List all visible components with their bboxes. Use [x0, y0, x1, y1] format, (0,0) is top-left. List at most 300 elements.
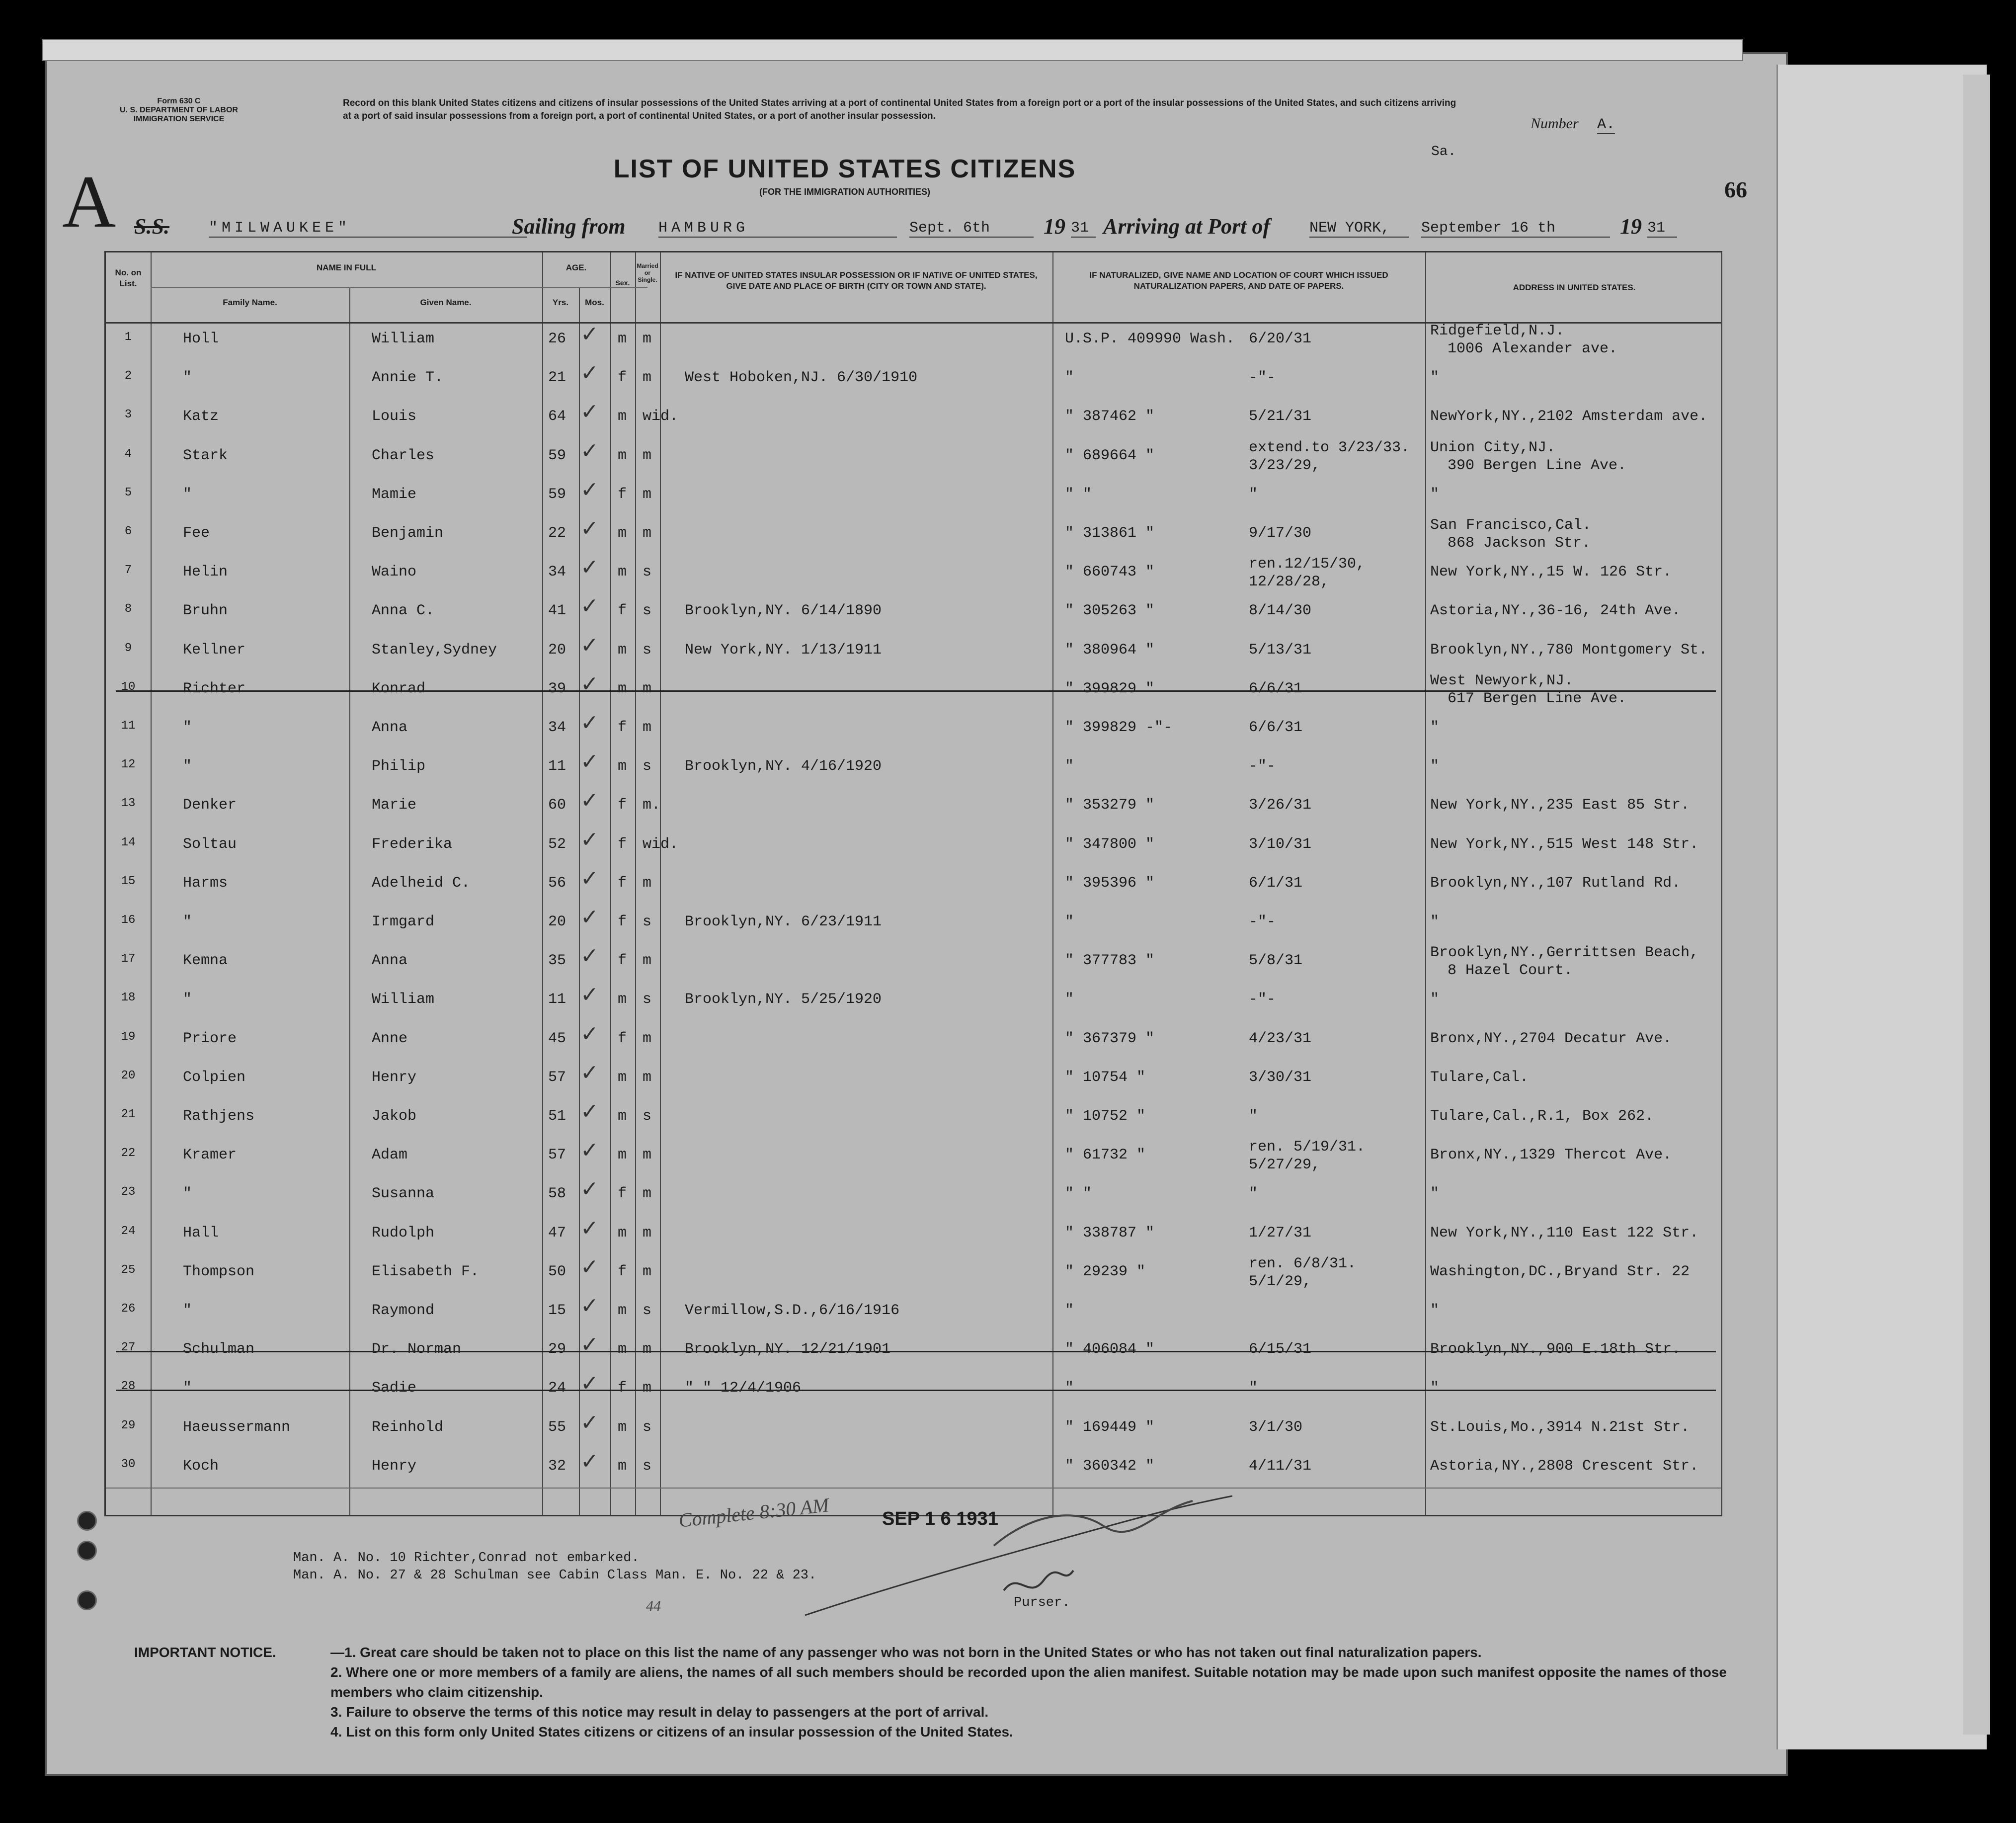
cell-given-name: Susanna	[372, 1185, 435, 1203]
cell-age-years: 20	[548, 641, 566, 659]
cell-birth: Brooklyn,NY. 12/21/1901	[685, 1341, 891, 1358]
cell-birth: Brooklyn,NY. 4/16/1920	[685, 758, 882, 775]
cell-paper-date: 1/27/31	[1249, 1224, 1312, 1242]
cell-no: 28	[121, 1380, 136, 1394]
cell-no: 23	[121, 1185, 136, 1199]
cell-age-years: 50	[548, 1263, 566, 1280]
cell-marital: m	[643, 1341, 652, 1358]
cell-address: New York,NY.,235 East 85 Str.	[1430, 797, 1690, 814]
cell-address: "	[1430, 991, 1440, 1008]
cell-given-name: Konrad	[372, 680, 426, 697]
cell-family-name: Denker	[183, 797, 237, 814]
cell-sex: m	[618, 641, 627, 659]
number-label: Number	[1531, 115, 1579, 132]
cell-age-years: 57	[548, 1069, 566, 1086]
cell-age-years: 34	[548, 719, 566, 736]
cell-sex: f	[618, 913, 627, 930]
cell-given-name: Jakob	[372, 1108, 417, 1125]
cell-marital: s	[643, 564, 652, 581]
cell-paper-date: 3/1/30	[1249, 1418, 1303, 1436]
col-naturalization: IF NATURALIZED, GIVE NAME AND LOCATION OF COURT WHICH ISSUED NATURALIZATION PAPERS, AND DATE OF PAPERS.	[1089, 270, 1388, 291]
cell-family-name: "	[183, 486, 192, 503]
cell-paper-date: ren.12/15/30,	[1249, 556, 1366, 573]
check-mark: ✓	[580, 361, 599, 386]
notice-label: IMPORTANT NOTICE.	[134, 1645, 276, 1660]
cell-sex: f	[618, 369, 627, 387]
cell-sex: m	[618, 1418, 627, 1436]
cell-marital: s	[643, 1418, 652, 1436]
cell-sex: f	[618, 1263, 627, 1280]
strike-through	[116, 1351, 1716, 1352]
cell-family-name: Richter	[183, 680, 246, 697]
cell-marital: s	[643, 758, 652, 775]
cell-age-years: 41	[548, 602, 566, 620]
date-stamp: SEP 1 6 1931	[882, 1508, 998, 1529]
cell-paper-date: -"-	[1249, 991, 1276, 1008]
cell-naturalization: " 169449 "	[1065, 1418, 1155, 1436]
col-no: No. on List.	[115, 268, 142, 288]
cell-family-name: "	[183, 913, 192, 930]
cell-paper-date: 9/17/30	[1249, 525, 1312, 542]
cell-marital: s	[643, 1108, 652, 1125]
cell-given-name: Reinhold	[372, 1418, 444, 1436]
check-mark: ✓	[580, 1294, 599, 1318]
cell-naturalization: " 10754 "	[1065, 1069, 1146, 1086]
cell-paper-date-2: 5/1/29,	[1249, 1273, 1312, 1290]
binder-hole	[77, 1511, 97, 1531]
cell-sex: m	[618, 331, 627, 347]
cell-naturalization: " 338787 "	[1065, 1224, 1155, 1242]
form-instruction: Record on this blank United States citizens and citizens of insular possessions of the United States arriving at a port of continental United States from a foreign port or a port of the insular possessions of the United States, and such citizens arriving at a port of said insular possessions from a foreign port, a port of continental United States, or a port of another insular possession.	[343, 98, 1456, 121]
cell-marital: m	[643, 952, 652, 970]
cell-marital: m	[643, 874, 652, 892]
cell-age-years: 52	[548, 835, 566, 853]
notice-item-4: 4. List on this form only United States citizens or citizens of an insular possession of the United States.	[330, 1724, 1013, 1740]
ship-name: "MILWAUKEE"	[209, 220, 527, 238]
cell-age-years: 21	[548, 369, 566, 387]
cell-no: 5	[124, 486, 132, 499]
cell-paper-date-2: 3/23/29,	[1249, 457, 1321, 474]
voyage-line	[134, 214, 1699, 239]
cell-sex: m	[618, 1224, 627, 1242]
cell-naturalization: "	[1065, 369, 1074, 387]
cell-paper-date: 3/10/31	[1249, 835, 1312, 853]
cell-birth: Brooklyn,NY. 6/14/1890	[685, 602, 882, 620]
cell-sex: m	[618, 680, 627, 697]
cell-address: New York,NY.,110 East 122 Str.	[1430, 1224, 1699, 1242]
check-mark: ✓	[580, 1177, 599, 1202]
cell-naturalization: " 399829 -"-	[1065, 719, 1173, 736]
check-mark: ✓	[580, 983, 599, 1007]
cell-marital: m	[643, 1069, 652, 1086]
cell-marital: m	[643, 525, 652, 542]
cell-family-name: Kramer	[183, 1147, 237, 1164]
handwritten-note: Complete 8:30 AM	[677, 1493, 830, 1532]
cell-given-name: Sadie	[372, 1380, 417, 1397]
cell-marital: m	[643, 1380, 652, 1397]
sailing-label: Sailing from	[512, 214, 626, 239]
cell-address: Astoria,NY.,36-16, 24th Ave.	[1430, 602, 1681, 620]
cell-address: San Francisco,Cal.	[1430, 517, 1592, 534]
cell-age-years: 59	[548, 486, 566, 503]
check-mark: ✓	[580, 516, 599, 541]
check-mark: ✓	[580, 594, 599, 619]
arrival-year: 31	[1647, 220, 1677, 238]
cell-marital: m	[643, 369, 652, 387]
cell-sex: m	[618, 1108, 627, 1125]
cell-paper-date: 6/15/31	[1249, 1341, 1312, 1358]
cell-naturalization: "	[1065, 991, 1074, 1008]
sailing-year: 31	[1071, 220, 1096, 238]
notice-item-3: 3. Failure to observe the terms of this notice may result in delay to passengers at the port of arrival.	[330, 1704, 989, 1720]
cell-birth: Vermillow,S.D.,6/16/1916	[685, 1302, 900, 1319]
ss-label: S.S.	[134, 214, 169, 239]
cell-no: 8	[124, 602, 132, 616]
cell-sex: m	[618, 1069, 627, 1086]
cell-given-name: Benjamin	[372, 525, 444, 542]
check-mark: ✓	[580, 866, 599, 891]
cell-naturalization: " 406084 "	[1065, 1341, 1155, 1358]
cell-paper-date: ren. 6/8/31.	[1249, 1255, 1357, 1272]
cell-birth: Brooklyn,NY. 5/25/1920	[685, 991, 882, 1008]
cell-address-2: 617 Bergen Line Ave.	[1448, 690, 1627, 707]
cell-birth: New York,NY. 1/13/1911	[685, 641, 882, 659]
check-mark: ✓	[580, 322, 599, 346]
cell-sex: f	[618, 952, 627, 970]
cell-family-name: "	[183, 1185, 192, 1203]
cell-naturalization: " 387462 "	[1065, 408, 1155, 425]
cell-age-years: 59	[548, 447, 566, 464]
cell-naturalization: U.S.P. 409990 Wash.	[1065, 331, 1235, 347]
check-mark: ✓	[580, 671, 599, 696]
binder-hole	[77, 1541, 97, 1561]
cell-given-name: Anna C.	[372, 602, 435, 620]
cell-address: Astoria,NY.,2808 Crescent Str.	[1430, 1457, 1699, 1475]
cell-naturalization: " 313861 "	[1065, 525, 1155, 542]
cell-given-name: Anne	[372, 1030, 408, 1047]
strike-through	[116, 690, 1716, 692]
cell-marital: m	[643, 1263, 652, 1280]
cell-paper-date: 4/11/31	[1249, 1457, 1312, 1475]
cell-no: 20	[121, 1069, 136, 1082]
cell-sex: f	[618, 874, 627, 892]
cell-family-name: "	[183, 1380, 192, 1397]
check-mark: ✓	[580, 1021, 599, 1046]
service-name: IMMIGRATION SERVICE	[133, 115, 225, 123]
cell-naturalization: "	[1065, 1380, 1074, 1397]
cell-marital: m	[643, 447, 652, 464]
cell-naturalization: " 305263 "	[1065, 602, 1155, 620]
cell-family-name: Schulman	[183, 1341, 255, 1358]
cell-sex: f	[618, 719, 627, 736]
cell-paper-date: 4/23/31	[1249, 1030, 1312, 1047]
notice-item-1: —1. Great care should be taken not to place on this list the name of any passenger who was not born in the United States or who has not taken out final naturalization papers.	[330, 1645, 1482, 1660]
cell-family-name: Harms	[183, 874, 228, 892]
cell-family-name: Katz	[183, 408, 219, 425]
check-mark: ✓	[580, 633, 599, 658]
cell-given-name: Mamie	[372, 486, 417, 503]
check-mark: ✓	[580, 1332, 599, 1357]
cell-family-name: Holl	[183, 331, 219, 347]
cell-marital: s	[643, 1302, 652, 1319]
cell-naturalization: " 10752 "	[1065, 1108, 1146, 1125]
cell-naturalization: "	[1065, 913, 1074, 930]
department: U. S. DEPARTMENT OF LABOR	[120, 106, 238, 114]
cell-age-years: 51	[548, 1108, 566, 1125]
cell-address: "	[1430, 369, 1440, 387]
page-edge	[1776, 65, 1987, 1749]
note-cabin-class: Man. A. No. 27 & 28 Schulman see Cabin Class Man. E. No. 22 & 23.	[293, 1568, 817, 1583]
cell-paper-date: 5/21/31	[1249, 408, 1312, 425]
notice-item-2: 2. Where one or more members of a family are aliens, the names of all such members should be recorded upon the alien manifest. Suitable notation may be made upon such manifest opposite the names of those members who claim citizenship.	[330, 1664, 1727, 1700]
cell-naturalization: " "	[1065, 1185, 1092, 1203]
cell-family-name: Soltau	[183, 835, 237, 853]
cell-family-name: Haeussermann	[183, 1418, 291, 1436]
cell-family-name: Stark	[183, 447, 228, 464]
cell-naturalization: " 689664 "	[1065, 447, 1155, 464]
cell-no: 16	[121, 913, 136, 927]
cell-sex: m	[618, 447, 627, 464]
cell-given-name: Irmgard	[372, 913, 435, 930]
cell-marital: m	[643, 486, 652, 503]
cell-no: 1	[124, 331, 132, 344]
cell-sex: m	[618, 564, 627, 581]
cell-marital: m	[643, 1224, 652, 1242]
cell-given-name: Raymond	[372, 1302, 435, 1319]
cell-no: 27	[121, 1341, 136, 1355]
cell-address: Union City,NJ.	[1430, 439, 1556, 456]
cell-sex: f	[618, 602, 627, 620]
cell-naturalization: " 380964 "	[1065, 641, 1155, 659]
cell-age-years: 45	[548, 1030, 566, 1047]
cell-given-name: Adam	[372, 1147, 408, 1164]
cell-age-years: 58	[548, 1185, 566, 1203]
arrival-year-prefix: 19	[1620, 214, 1642, 239]
cell-no: 21	[121, 1108, 136, 1121]
cell-sex: f	[618, 797, 627, 814]
cell-marital: wid.	[643, 835, 679, 853]
col-given-name: Given Name.	[420, 298, 472, 307]
check-mark: ✓	[580, 711, 599, 735]
cell-sex: m	[618, 758, 627, 775]
cell-family-name: Colpien	[183, 1069, 246, 1086]
cell-no: 15	[121, 874, 136, 888]
cell-paper-date: 5/8/31	[1249, 952, 1303, 970]
cell-naturalization: "	[1065, 758, 1074, 775]
cell-address: St.Louis,Mo.,3914 N.21st Str.	[1430, 1418, 1690, 1436]
cell-naturalization: " 367379 "	[1065, 1030, 1155, 1047]
cell-given-name: Philip	[372, 758, 426, 775]
cell-paper-date-2: 5/27/29,	[1249, 1157, 1321, 1174]
cell-no: 10	[121, 680, 136, 694]
check-mark: ✓	[580, 1254, 599, 1279]
cell-address: New York,NY.,515 West 148 Str.	[1430, 835, 1699, 853]
sailing-year-prefix: 19	[1044, 214, 1065, 239]
cell-address: "	[1430, 1185, 1440, 1203]
cell-paper-date: extend.to 3/23/33.	[1249, 439, 1410, 456]
cell-no: 13	[121, 797, 136, 811]
cell-given-name: Anna	[372, 719, 408, 736]
purser-signature	[795, 1486, 1242, 1630]
cell-sex: m	[618, 1341, 627, 1358]
page-number: 66	[1724, 177, 1747, 202]
cell-age-years: 22	[548, 525, 566, 542]
cell-given-name: Frederika	[372, 835, 453, 853]
col-name-in-full: NAME IN FULL	[317, 263, 376, 272]
cell-naturalization: " 395396 "	[1065, 874, 1155, 892]
cell-family-name: Kellner	[183, 641, 246, 659]
cell-paper-date: "	[1249, 486, 1258, 503]
cell-family-name: Bruhn	[183, 602, 228, 620]
cell-family-name: "	[183, 991, 192, 1008]
cell-naturalization: " "	[1065, 486, 1092, 503]
cell-given-name: Henry	[372, 1457, 417, 1475]
cell-naturalization: " 377783 "	[1065, 952, 1155, 970]
cell-birth: " " 12/4/1906	[685, 1380, 802, 1397]
cell-address: Brooklyn,NY.,900 E.18th Str.	[1430, 1341, 1681, 1358]
page-title: LIST OF UNITED STATES CITIZENS	[613, 155, 1076, 183]
cell-naturalization: " 353279 "	[1065, 797, 1155, 814]
cell-no: 2	[124, 369, 132, 383]
cell-age-years: 64	[548, 408, 566, 425]
col-place-of-birth: IF NATIVE OF UNITED STATES INSULAR POSSESSION OR IF NATIVE OF UNITED STATES, GIVE DATE AND PLACE OF BIRTH (CITY OR TOWN AND STATE).	[675, 270, 1038, 291]
cell-age-years: 11	[548, 991, 566, 1008]
cell-no: 25	[121, 1263, 136, 1277]
cell-sex: f	[618, 1185, 627, 1203]
cell-family-name: Thompson	[183, 1263, 255, 1280]
cell-no: 29	[121, 1418, 136, 1432]
cell-no: 3	[124, 408, 132, 422]
check-mark: ✓	[580, 1449, 599, 1474]
cell-address: "	[1430, 758, 1440, 775]
number-value: A.	[1597, 116, 1615, 133]
cell-marital: wid.	[643, 408, 679, 425]
cell-paper-date-2: 12/28/28,	[1249, 574, 1330, 591]
cell-age-years: 39	[548, 680, 566, 697]
cell-given-name: Stanley,Sydney	[372, 641, 497, 659]
check-mark: ✓	[580, 1216, 599, 1241]
departure-port: HAMBURG	[658, 220, 897, 238]
cell-sex: m	[618, 1302, 627, 1319]
cell-paper-date: 6/6/31	[1249, 680, 1303, 697]
sa-label: Sa.	[1431, 144, 1456, 160]
cell-given-name: Annie T.	[372, 369, 444, 387]
cell-age-years: 55	[548, 1418, 566, 1436]
check-mark: ✓	[580, 749, 599, 774]
cell-age-years: 47	[548, 1224, 566, 1242]
cell-age-years: 26	[548, 331, 566, 347]
cell-sex: m	[618, 525, 627, 542]
cell-marital: s	[643, 1457, 652, 1475]
cell-sex: m	[618, 991, 627, 1008]
passenger-table	[104, 251, 1722, 1516]
cell-given-name: Dr. Norman	[372, 1341, 462, 1358]
cell-given-name: Charles	[372, 447, 435, 464]
cell-age-years: 34	[548, 564, 566, 581]
cell-marital: s	[643, 913, 652, 930]
cell-age-years: 60	[548, 797, 566, 814]
cell-address-2: 868 Jackson Str.	[1448, 535, 1591, 552]
cell-address-2: 8 Hazel Court.	[1448, 962, 1573, 980]
cell-birth: Brooklyn,NY. 6/23/1911	[685, 913, 882, 930]
cell-sex: f	[618, 486, 627, 503]
cell-address: Bronx,NY.,2704 Decatur Ave.	[1430, 1030, 1672, 1047]
cell-given-name: Anna	[372, 952, 408, 970]
cell-paper-date: 6/6/31	[1249, 719, 1303, 736]
cell-address: Brooklyn,NY.,107 Rutland Rd.	[1430, 874, 1681, 892]
cell-address: Tulare,Cal.	[1430, 1069, 1529, 1086]
arriving-label: Arriving at Port of	[1103, 214, 1271, 239]
check-mark: ✓	[580, 1060, 599, 1085]
cell-no: 24	[121, 1224, 136, 1238]
check-mark: ✓	[580, 1410, 599, 1435]
cell-marital: m	[643, 331, 652, 347]
cell-naturalization: " 61732 "	[1065, 1147, 1146, 1164]
col-address: ADDRESS IN UNITED STATES.	[1513, 283, 1636, 292]
cell-paper-date: "	[1249, 1380, 1258, 1397]
check-mark: ✓	[580, 1099, 599, 1124]
col-married-single: Married or Single.	[637, 262, 658, 283]
cell-marital: m	[643, 719, 652, 736]
col-family-name: Family Name.	[223, 298, 277, 307]
cell-marital: m.	[643, 797, 661, 814]
cell-given-name: William	[372, 331, 435, 347]
cell-marital: m	[643, 1030, 652, 1047]
cell-age-years: 20	[548, 913, 566, 930]
cell-sex: m	[618, 1457, 627, 1475]
cell-no: 17	[121, 952, 136, 966]
strike-through	[116, 1390, 1716, 1391]
cell-marital: m	[643, 680, 652, 697]
cell-age-years: 57	[548, 1147, 566, 1164]
cell-marital: s	[643, 641, 652, 659]
cell-sex: m	[618, 408, 627, 425]
cell-address: "	[1430, 1380, 1440, 1397]
cell-family-name: Helin	[183, 564, 228, 581]
cell-address: "	[1430, 486, 1440, 503]
check-mark: ✓	[580, 477, 599, 502]
cell-address: Bronx,NY.,1329 Thercot Ave.	[1430, 1147, 1672, 1164]
arrival-port: NEW YORK,	[1309, 220, 1409, 238]
cell-paper-date: -"-	[1249, 369, 1276, 387]
cell-sex: f	[618, 1380, 627, 1397]
cell-address: NewYork,NY.,2102 Amsterdam ave.	[1430, 408, 1708, 425]
cell-given-name: Waino	[372, 564, 417, 581]
cell-paper-date: "	[1249, 1108, 1258, 1125]
cell-family-name: Koch	[183, 1457, 219, 1475]
cell-no: 22	[121, 1147, 136, 1160]
cell-no: 14	[121, 835, 136, 849]
cell-no: 9	[124, 641, 132, 655]
col-age: AGE.	[565, 263, 587, 272]
pencil-number: 44	[646, 1598, 661, 1614]
cell-no: 19	[121, 1030, 136, 1044]
cell-paper-date: 5/13/31	[1249, 641, 1312, 659]
cell-age-years: 32	[548, 1457, 566, 1475]
check-mark: ✓	[580, 438, 599, 463]
cell-paper-date: 8/14/30	[1249, 602, 1312, 620]
cell-address: Brooklyn,NY.,780 Montgomery St.	[1430, 641, 1708, 659]
cell-address: "	[1430, 719, 1440, 736]
cell-given-name: Elisabeth F.	[372, 1263, 480, 1280]
cell-marital: m	[643, 1147, 652, 1164]
check-mark: ✓	[580, 555, 599, 580]
cell-family-name: Rathjens	[183, 1108, 255, 1125]
cell-address: Washington,DC.,Bryand Str. 22	[1430, 1263, 1690, 1280]
cell-no: 18	[121, 991, 136, 1005]
col-sex: Sex.	[615, 279, 630, 287]
cell-family-name: Kemna	[183, 952, 228, 970]
